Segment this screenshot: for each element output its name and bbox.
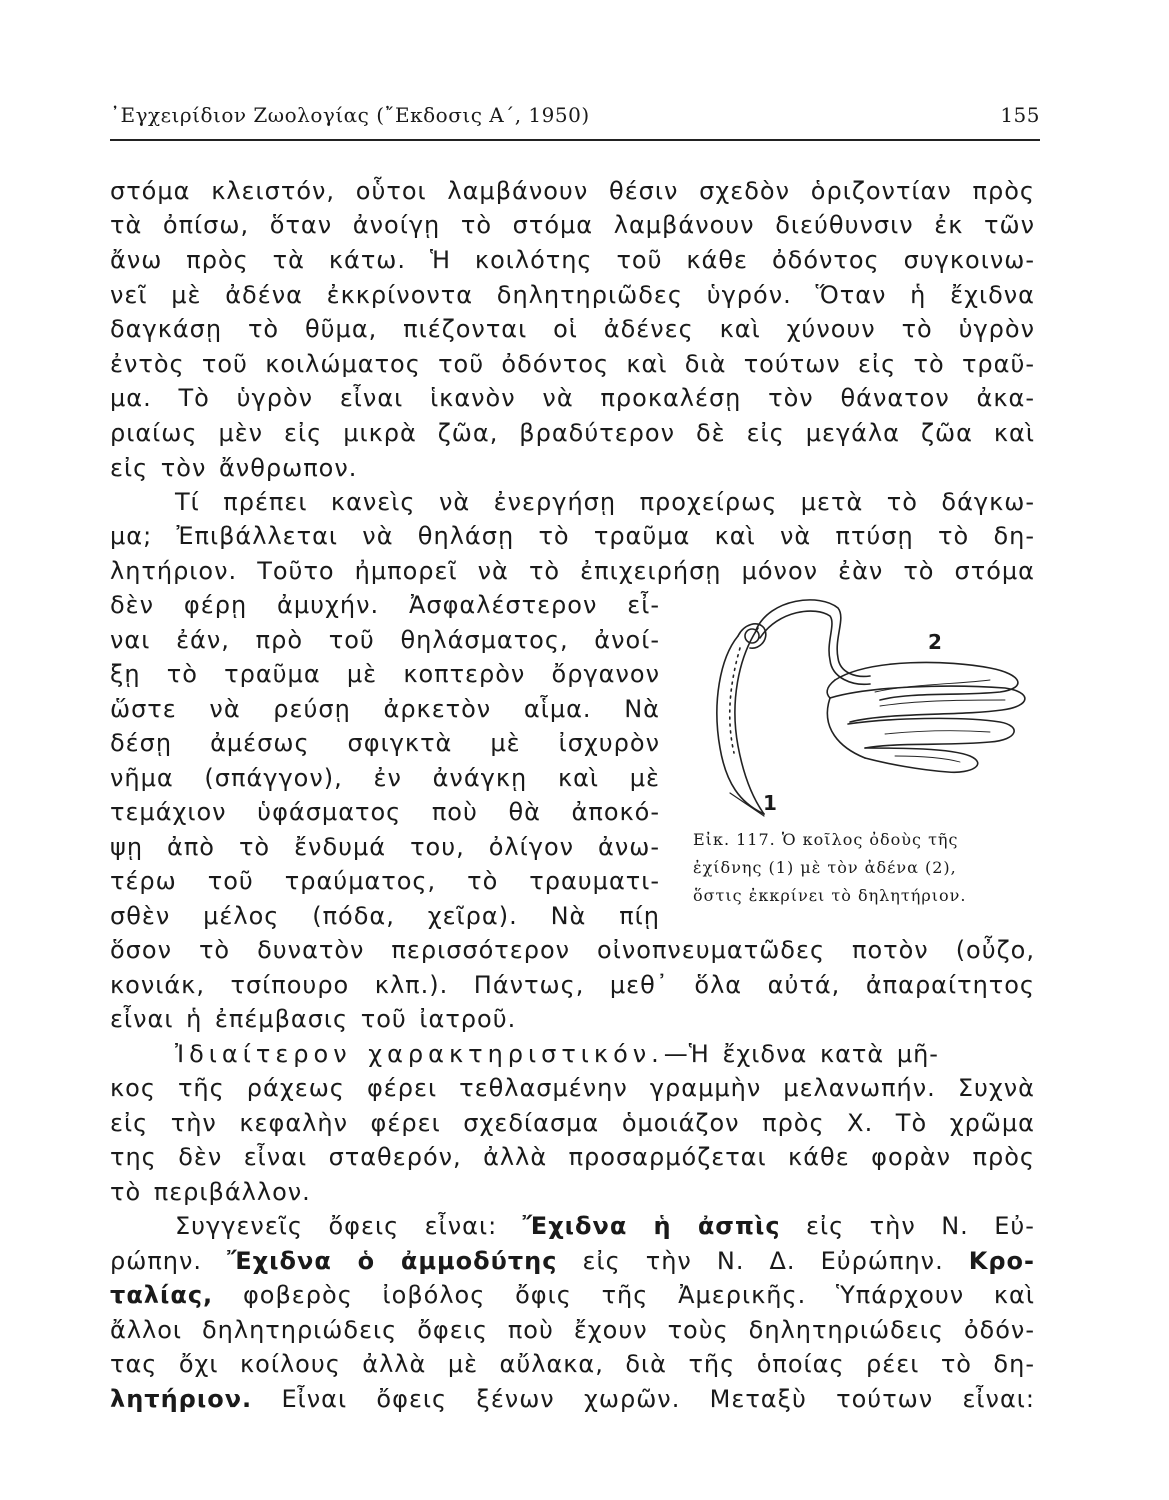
text-line: ὥστε νὰ ρεύσῃ ἀρκετὸν αἷμα. Νὰ — [110, 695, 660, 723]
text-line: ναι ἐάν, πρὸ τοῦ θηλάσματος, ἀνοί- — [110, 626, 660, 654]
text-line: τας ὄχι κοίλους ἀλλὰ μὲ αὔλακα, διὰ τῆς ὁποίας ρέει τὸ δη- — [110, 1350, 1035, 1378]
inline-text: Συγγενεῖς ὄφεις εἶναι: — [175, 1212, 498, 1240]
running-title: ᾽Εγχειρίδιον Ζωολογίας (῎Εκδοσις Α΄, 1950) — [110, 103, 590, 127]
text-line: νῆμα (σπάγγον), ἐν ἀνάγκῃ καὶ μὲ — [110, 764, 660, 792]
text-line: τεμάχιον ὑφάσματος ποὺ θὰ ἀποκό- — [110, 798, 660, 826]
header-rule — [110, 139, 1040, 141]
text-line: ἄλλοι δηλητηριώδεις ὄφεις ποὺ ἔχουν τοὺς δηλητηριώδεις ὀδόν- — [110, 1316, 1035, 1344]
text-line: τὰ ὀπίσω, ὅταν ἀνοίγῃ τὸ στόμα λαμβάνουν διεύθυνσιν ἐκ τῶν — [110, 211, 1035, 239]
inline-text: φοβερὸς ἰοβόλος ὄφις τῆς Ἀμερικῆς. Ὑπάρχουν καὶ — [242, 1281, 1035, 1309]
page-header — [110, 103, 1040, 137]
text-line — [175, 1037, 939, 1071]
inline-text: Εἶναι ὄφεις ξένων χωρῶν. Μεταξὺ τούτων εἶναι: — [281, 1385, 1035, 1413]
caption-line: ὅστις ἐκκρίνει τὸ δηλητήριον. — [693, 886, 967, 905]
figure-viper-fang — [660, 588, 1050, 838]
text-line — [110, 1278, 1035, 1312]
caption-line: Εἰκ. 117. Ὁ κοῖλος ὀδοὺς τῆς — [693, 830, 959, 849]
text-line: νεῖ μὲ ἀδένα ἐκκρίνοντα δηλητηριῶδες ὑγρόν. Ὅταν ἡ ἔχιδνα — [110, 281, 1035, 309]
inline-text: —Ἡ ἔχιδνα κατὰ μῆ- — [663, 1040, 939, 1068]
text-line: ψῃ ἀπὸ τὸ ἔνδυμά του, ὀλίγον ἀνω- — [110, 833, 660, 861]
text-line — [175, 1209, 1035, 1243]
fang-gland-illustration — [660, 588, 1050, 838]
text-line: ξῃ τὸ τραῦμα μὲ κοπτερὸν ὄργανον — [110, 660, 660, 688]
text-line: κονιάκ, τσίπουρο κλπ.). Πάντως, μεθ᾽ ὅλα αὐτά, ἀπαραίτητος — [110, 971, 1035, 999]
text-line: ἐντὸς τοῦ κοιλώματος τοῦ ὀδόντος καὶ διὰ τούτων εἰς τὸ τραῦ- — [110, 350, 1035, 378]
text-line: ριαίως μὲν εἰς μικρὰ ζῶα, βραδύτερον δὲ εἰς μεγάλα ζῶα καὶ — [110, 419, 1035, 447]
text-line: εἰς τὴν κεφαλὴν φέρει σχεδίασμα ὁμοιάζον πρὸς Χ. Τὸ χρῶμα — [110, 1109, 1035, 1137]
text-line: ἄνω πρὸς τὰ κάτω. Ἡ κοιλότης τοῦ κάθε ὀδόντος συγκοινω- — [110, 246, 1035, 274]
text-line: εἶναι ἡ ἐπέμβασις τοῦ ἰατροῦ. — [110, 1005, 517, 1033]
figure-label-gland: 2 — [928, 630, 942, 654]
text-line: λητήριον. Τοῦτο ἠμπορεῖ νὰ τὸ ἐπιχειρήσῃ μόνον ἐὰν τὸ στόμα — [110, 557, 1035, 585]
species-name: Κρο- — [968, 1247, 1035, 1275]
inline-text: εἰς τὴν Ν. Δ. Εὐρώπην. — [582, 1247, 944, 1275]
text-line: κος τῆς ράχεως φέρει τεθλασμένην γραμμὴν μελανωπήν. Συχνὰ — [110, 1074, 1035, 1102]
bold-term: λητήριον. — [110, 1385, 253, 1413]
caption-line: ἐχίδνης (1) μὲ τὸν ἀδένα (2), — [693, 858, 957, 877]
text-line: Τί πρέπει κανεὶς νὰ ἐνεργήσῃ προχείρως μετὰ τὸ δάγκω- — [175, 488, 1035, 516]
inline-text: ρώπην. — [110, 1247, 203, 1275]
species-name: ταλίας, — [110, 1281, 214, 1309]
inline-text: εἰς τὴν Ν. Εὐ- — [806, 1212, 1035, 1240]
text-line — [110, 1382, 1035, 1416]
text-line: ὅσον τὸ δυνατὸν περισσότερον οἰνοπνευματῶδες ποτὸν (οὖζο, — [110, 936, 1035, 964]
species-name: Ἔχιδνα ἡ ἀσπὶς — [522, 1212, 781, 1240]
text-line: μα; Ἐπιβάλλεται νὰ θηλάσῃ τὸ τραῦμα καὶ νὰ πτύσῃ τὸ δη- — [110, 522, 1035, 550]
text-line: δέσῃ ἀμέσως σφιγκτὰ μὲ ἰσχυρὸν — [110, 729, 660, 757]
section-heading: Ἰδιαίτερον χαρακτηριστικόν. — [175, 1040, 664, 1068]
text-line: δὲν φέρῃ ἀμυχήν. Ἀσφαλέστερον εἶ- — [110, 591, 660, 619]
text-line: εἰς τὸν ἄνθρωπον. — [110, 454, 358, 482]
text-line: τὸ περιβάλλον. — [110, 1178, 311, 1206]
text-line — [110, 1244, 1035, 1278]
text-line: μα. Τὸ ὑγρὸν εἶναι ἱκανὸν νὰ προκαλέσῃ τὸν θάνατον ἀκα- — [110, 384, 1035, 412]
text-line: δαγκάσῃ τὸ θῦμα, πιέζονται οἱ ἀδένες καὶ χύνουν τὸ ὑγρὸν — [110, 315, 1035, 343]
text-line: σθὲν μέλος (πόδα, χεῖρα). Νὰ πίῃ — [110, 902, 660, 930]
species-name: Ἔχιδνα ὁ ἀμμοδύτης — [227, 1247, 558, 1275]
page-number: 155 — [1000, 103, 1040, 127]
text-line: στόμα κλειστόν, οὗτοι λαμβάνουν θέσιν σχεδὸν ὁριζοντίαν πρὸς — [110, 177, 1035, 205]
text-line: της δὲν εἶναι σταθερόν, ἀλλὰ προσαρμόζεται κάθε φορὰν πρὸς — [110, 1143, 1035, 1171]
figure-label-tooth: 1 — [763, 791, 777, 815]
text-line: τέρω τοῦ τραύματος, τὸ τραυματι- — [110, 867, 660, 895]
